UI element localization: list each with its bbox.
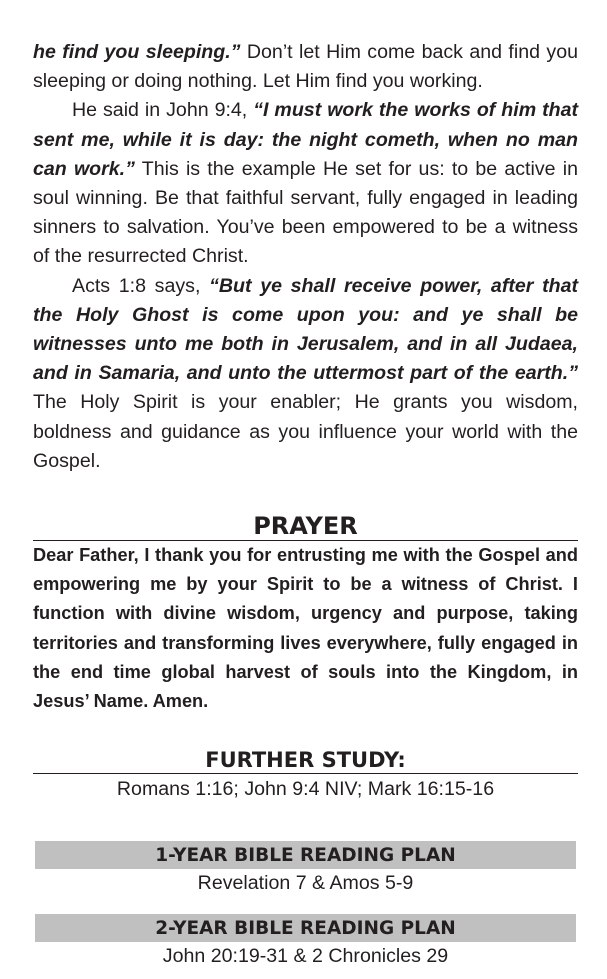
one-year-plan-heading: 1-YEAR BIBLE READING PLAN (35, 841, 576, 869)
paragraph-lead: Acts 1:8 says, (72, 274, 210, 297)
paragraph-2 (33, 96, 578, 271)
scripture-quote: “But ye shall receive power, after that the Holy Ghost is come upon you: and ye shall be witnesses unto me both in Jerusalem, and in all Judaea, and in Samaria, and unto the uttermost part of the earth.” (33, 274, 578, 385)
paragraph-1 (33, 38, 578, 96)
paragraph-text: Don’t let Him come back and find you sleeping or doing nothing. Let Him find you working. (33, 41, 578, 93)
paragraph-text: The Holy Spirit is your enabler; He grants you wisdom, boldness and guidance as you influence your world with the Gospel. (33, 391, 578, 472)
devotional-body (33, 38, 578, 476)
one-year-plan-reading: Revelation 7 & Amos 5-9 (197, 872, 414, 895)
further-study-refs: Romans 1:16; John 9:4 NIV; Mark 16:15-16 (116, 778, 495, 801)
prayer-heading: PRAYER (33, 514, 578, 541)
prayer-text: Dear Father, I thank you for entrusting me with the Gospel and empowering me by your Spirit to be a witness of Christ. I function with divine wisdom, urgency and purpose, taking territories and transforming lives everywhere, fully engaged in the end time global harvest of souls into the Kingdom, in Jesus’ Name. Amen. (33, 545, 578, 712)
devotional-page (33, 38, 578, 970)
two-year-plan-reading: John 20:19-31 & 2 Chronicles 29 (162, 945, 449, 968)
paragraph-3 (33, 272, 578, 476)
paragraph-text: This is the example He set for us: to be active in soul winning. Be that faithful servant, fully engaged in leading sinners to salvation. You’ve been empowered to be a witness of the resurrected Christ. (33, 157, 578, 268)
paragraph-lead: He said in John 9:4, (72, 99, 254, 122)
two-year-plan-heading: 2-YEAR BIBLE READING PLAN (35, 914, 576, 942)
scripture-quote: he find you sleeping.” (33, 41, 241, 63)
further-study-heading: FURTHER STUDY: (33, 750, 578, 774)
scripture-quote: “I must work the works of him that sent me, while it is day: the night cometh, when no man can work.” (33, 99, 578, 180)
